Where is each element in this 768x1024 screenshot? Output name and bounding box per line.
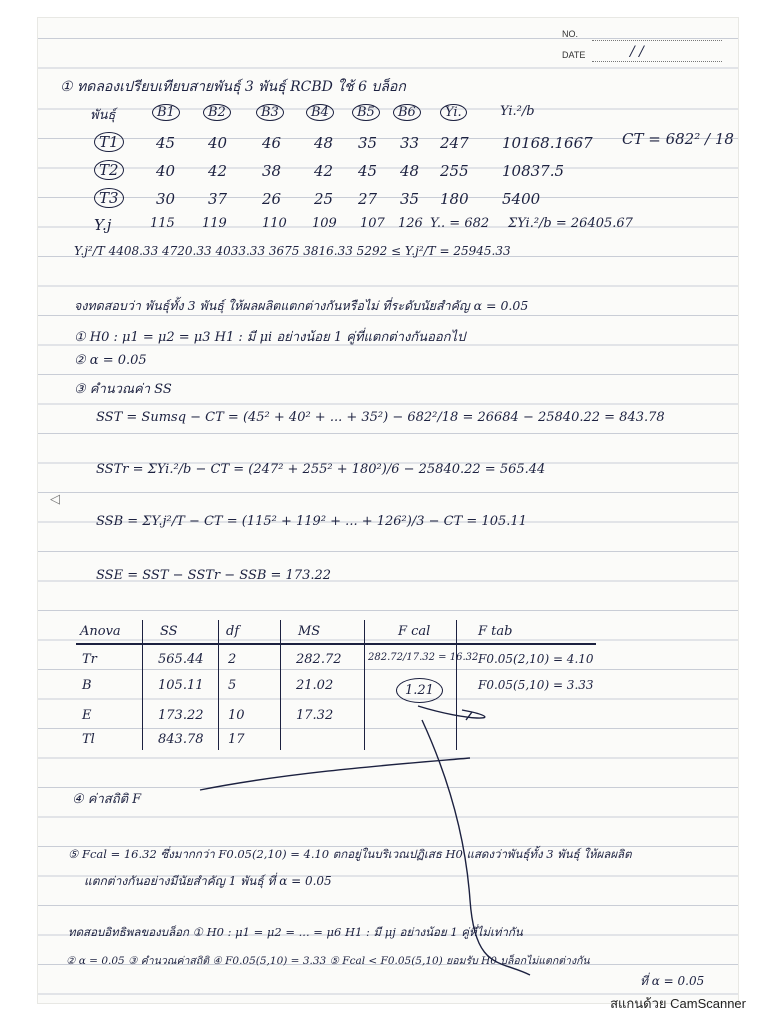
cell: 247 xyxy=(440,134,469,152)
cell: 42 xyxy=(208,162,228,180)
cell: ΣYi.²/b = 26405.67 xyxy=(508,216,633,231)
cell: 126 xyxy=(398,216,423,231)
side-triangle-icon: ◁ xyxy=(50,492,60,507)
anova-cell: F0.05(2,10) = 4.10 xyxy=(478,652,594,666)
anova-cell: 17 xyxy=(228,732,245,747)
cell: 37 xyxy=(208,190,228,208)
cell: 45 xyxy=(156,134,176,152)
anova-cell: B xyxy=(82,678,92,693)
anova-header-cell: df xyxy=(226,624,240,639)
sse-formula: SSE = SST − SSTr − SSB = 173.22 xyxy=(96,568,332,583)
block-test-line-2: ② α = 0.05 ③ คำนวณค่าสถิติ ④ F0.05(5,10) = 3.33 ⑤ Fcal < F0.05(5,10) ยอมรับ H0 บล็อกไม่แตกต่างกัน xyxy=(66,955,590,967)
cell: 46 xyxy=(262,134,282,152)
cell: 40 xyxy=(156,162,176,180)
anova-header-cell: MS xyxy=(298,624,321,639)
cell: 27 xyxy=(358,190,378,208)
cell: 119 xyxy=(202,216,227,231)
cell: 48 xyxy=(314,134,334,152)
step-2-alpha: ② α = 0.05 xyxy=(74,353,147,368)
anova-cell: 282.72/17.32 = 16.32 xyxy=(368,652,479,663)
header-cell: B6 xyxy=(393,104,421,121)
sstr-formula: SSTr = ΣYi.²/b − CT = (247² + 255² + 180²)/6 − 25840.22 = 565.44 xyxy=(96,462,546,477)
anova-cell: 282.72 xyxy=(296,652,342,667)
cell: 10837.5 xyxy=(502,162,565,180)
header-cell: B4 xyxy=(306,104,334,121)
cell: 180 xyxy=(440,190,469,208)
header-cell: B5 xyxy=(352,104,380,121)
cell: 48 xyxy=(400,162,420,180)
anova-cell: 2 xyxy=(228,652,237,667)
header-cell: Yi.²/b xyxy=(500,104,535,119)
row-label: T3 xyxy=(94,188,124,208)
step-4-heading: ④ ค่าสถิติ F xyxy=(72,792,142,807)
cell: 40 xyxy=(208,134,228,152)
anova-cell: 173.22 xyxy=(158,708,204,723)
header-cell: B2 xyxy=(203,104,231,121)
cell: 255 xyxy=(440,162,469,180)
no-label: NO. xyxy=(562,29,579,39)
step-5-line-1: ⑤ Fcal = 16.32 ซึ่งมากกว่า F0.05(2,10) = 4.10 ตกอยู่ในบริเวณปฏิเสธ H0 แสดงว่าพันธุ์ทั้ง 3 พันธุ์ ให้ผลผลิต xyxy=(68,847,632,861)
camscanner-watermark: สแกนด้วย CamScanner xyxy=(610,996,746,1011)
cell: 10168.1667 xyxy=(502,134,593,152)
step-3-heading: ③ คำนวณค่า SS xyxy=(74,382,172,397)
arrow-stroke xyxy=(200,758,470,790)
cell: 26 xyxy=(262,190,282,208)
sst-formula: SST = Sumsq − CT = (45² + 40² + ... + 35²) − 682²/18 = 26684 − 25840.22 = 843.78 xyxy=(96,410,665,425)
anova-header-cell: Anova xyxy=(80,624,121,639)
cell: 107 xyxy=(360,216,385,231)
yj-label: Y.j xyxy=(94,216,112,234)
header-cell: B1 xyxy=(152,104,180,121)
anova-cell: F0.05(5,10) = 3.33 xyxy=(478,678,594,692)
anova-cell: 21.02 xyxy=(296,678,334,693)
cell: 5400 xyxy=(502,190,541,208)
question-text: จงทดสอบว่า พันธุ์ทั้ง 3 พันธุ์ ให้ผลผลิตแตกต่างกันหรือไม่ ที่ระดับนัยสำคัญ α = 0.05 xyxy=(74,298,529,313)
anova-header-cell: F tab xyxy=(478,624,513,639)
arrowhead-icon xyxy=(462,710,472,720)
anova-cell: 17.32 xyxy=(296,708,334,723)
cell: 38 xyxy=(262,162,282,180)
cell: 42 xyxy=(314,162,334,180)
anova-cell: 10 xyxy=(228,708,245,723)
cell: 35 xyxy=(358,134,378,152)
ct-formula: CT = 682² / 18 xyxy=(622,130,734,148)
anova-cell: Tr xyxy=(82,652,97,667)
row-label: T1 xyxy=(94,132,124,152)
anova-cell: E xyxy=(82,708,92,723)
cell: 115 xyxy=(150,216,175,231)
date-value: / / xyxy=(630,44,644,60)
header-cell: Yi. xyxy=(440,104,467,121)
cell: Y.. = 682 xyxy=(430,216,490,231)
cell: 30 xyxy=(156,190,176,208)
cell: 25 xyxy=(314,190,334,208)
anova-cell: 105.11 xyxy=(158,678,204,693)
header-cell: พันธุ์ xyxy=(90,108,116,123)
anova-cell: 5 xyxy=(228,678,237,693)
arrow-stroke xyxy=(418,706,485,718)
cell: 109 xyxy=(312,216,337,231)
row-label: T2 xyxy=(94,160,124,180)
step-1-hypotheses: ① H0 : μ1 = μ2 = μ3 H1 : มี μi อย่างน้อย 1 คู่ที่แตกต่างกันออกไป xyxy=(74,330,466,345)
block-test-line-3: ที่ α = 0.05 xyxy=(640,974,705,988)
cell: 35 xyxy=(400,190,420,208)
anova-cell: 843.78 xyxy=(158,732,204,747)
problem-title: ① ทดลองเปรียบเทียบสายพันธุ์ 3 พันธุ์ RCBD ใช้ 6 บล็อก xyxy=(60,79,406,95)
anova-cell: 565.44 xyxy=(158,652,204,667)
cell: 45 xyxy=(358,162,378,180)
anova-header-cell: F cal xyxy=(398,624,431,639)
step-5-line-2: แตกต่างกันอย่างมีนัยสำคัญ 1 พันธุ์ ที่ α = 0.05 xyxy=(84,874,332,888)
date-label: DATE xyxy=(562,50,586,60)
anova-cell: Tl xyxy=(82,732,95,747)
header-cell: B3 xyxy=(256,104,284,121)
anova-cell: 1.21 xyxy=(396,678,443,703)
anova-header-cell: SS xyxy=(160,624,178,639)
ssb-formula: SSB = ΣY.j²/T − CT = (115² + 119² + ... + 126²)/3 − CT = 105.11 xyxy=(96,514,527,529)
cell: 33 xyxy=(400,134,420,152)
block-test-line-1: ทดสอบอิทธิพลของบล็อก ① H0 : μ1 = μ2 = ... = μ6 H1 : มี μj อย่างน้อย 1 คู่ที่ไม่เท่ากัน xyxy=(68,925,523,939)
yj2-row: Y.j²/T 4408.33 4720.33 4033.33 3675 3816.33 5292 ≤ Y.j²/T = 25945.33 xyxy=(74,244,511,258)
cell: 110 xyxy=(262,216,287,231)
